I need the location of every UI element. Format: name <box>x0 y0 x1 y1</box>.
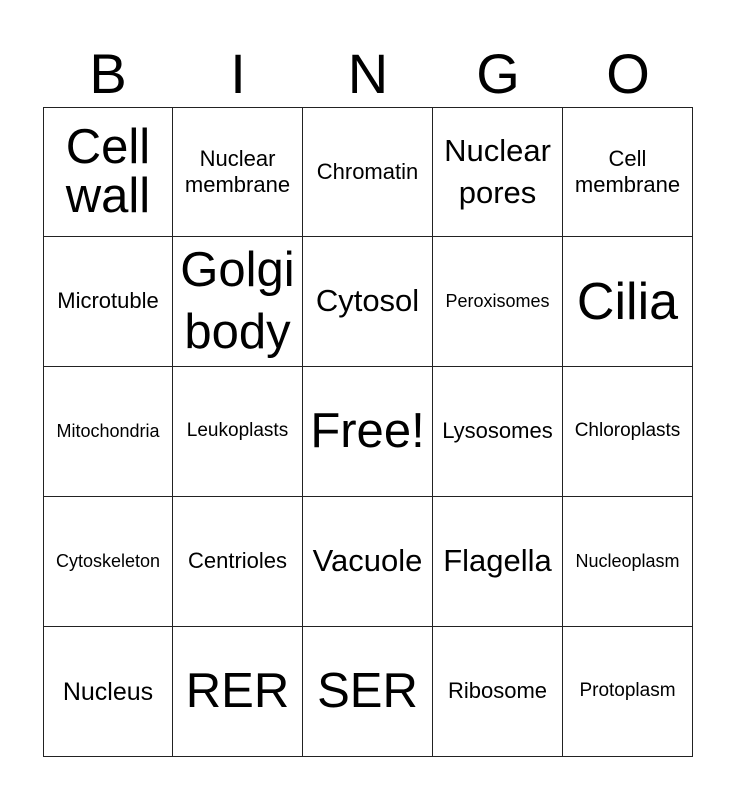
bingo-cell <box>173 107 303 237</box>
cell-label: Nucleoplasm <box>575 550 680 571</box>
header-letter-b: B <box>89 42 127 105</box>
cell-label: Flagella <box>443 543 552 579</box>
cell-label: SER <box>317 664 418 718</box>
cell-label: Protoplasm <box>579 680 676 702</box>
cell-label: RER <box>185 664 290 718</box>
bingo-cell <box>173 237 303 367</box>
cell-label: Lysosomes <box>442 418 553 444</box>
cell-label: Chloroplasts <box>574 420 681 442</box>
cell-label: Nucleus <box>62 677 154 706</box>
cell-label: Cell membrane <box>574 145 681 197</box>
cell-label: Nuclear pores <box>444 133 551 210</box>
bingo-cell <box>303 107 433 237</box>
bingo-cell <box>433 497 563 627</box>
bingo-cell <box>563 367 693 497</box>
cell-label: Cytosol <box>315 283 420 319</box>
cell-label: Ribosome <box>447 678 548 704</box>
header-letter-o: O <box>606 42 650 105</box>
cell-label: Cilia <box>576 272 679 331</box>
bingo-cell <box>303 497 433 627</box>
header-letter-i: I <box>230 42 246 105</box>
cell-label: Centrioles <box>187 548 288 574</box>
bingo-cell <box>43 367 173 497</box>
bingo-cell <box>563 497 693 627</box>
bingo-cell <box>303 627 433 757</box>
cell-label: Chromatin <box>316 158 419 184</box>
bingo-cell <box>563 237 693 367</box>
cell-label: Microtuble <box>57 288 159 314</box>
bingo-cell <box>43 107 173 237</box>
bingo-cell <box>303 237 433 367</box>
bingo-cell <box>433 107 563 237</box>
cell-label: Leukoplasts <box>186 420 289 442</box>
bingo-cell <box>173 497 303 627</box>
bingo-cell <box>433 237 563 367</box>
bingo-cell <box>303 367 433 497</box>
cell-label: Golgi body <box>180 243 295 359</box>
cell-label: Cytoskeleton <box>55 550 161 571</box>
cell-label: Vacuole <box>312 543 423 579</box>
bingo-board <box>43 107 693 757</box>
bingo-cell <box>43 627 173 757</box>
bingo-cell <box>43 497 173 627</box>
bingo-header <box>43 40 693 108</box>
cell-label: Mitochondria <box>56 420 160 441</box>
bingo-cell <box>173 627 303 757</box>
cell-label: Peroxisomes <box>445 290 550 311</box>
cell-label: Cell wall <box>65 120 151 223</box>
header-letter-g: G <box>476 42 520 105</box>
bingo-cell <box>433 627 563 757</box>
bingo-cell <box>173 367 303 497</box>
cell-label: Nuclear membrane <box>184 145 291 197</box>
bingo-cell <box>43 237 173 367</box>
header-letter-n: N <box>347 42 389 105</box>
bingo-cell <box>433 367 563 497</box>
cell-label: Free! <box>310 404 425 458</box>
bingo-cell <box>563 627 693 757</box>
bingo-cell <box>563 107 693 237</box>
